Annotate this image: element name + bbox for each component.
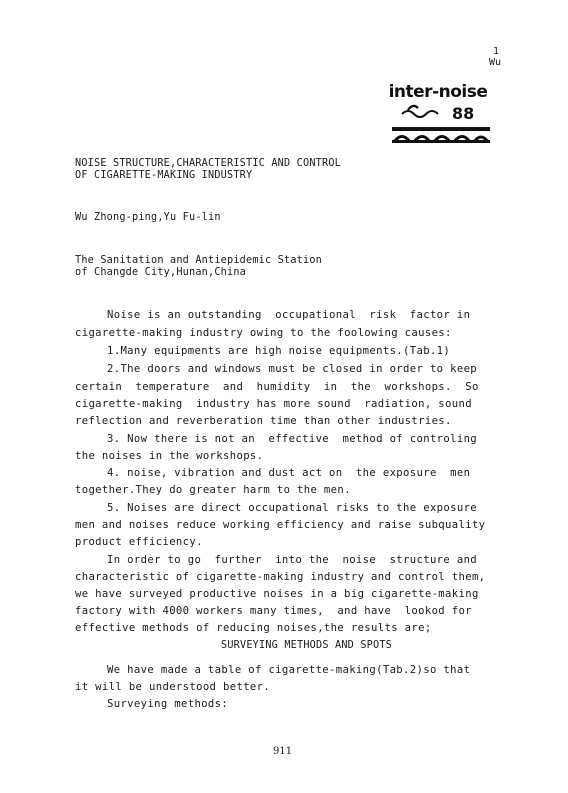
logo-name: inter-noise	[388, 82, 488, 102]
body-line: 2.The doors and windows must be closed in order to keep	[107, 363, 478, 375]
body-line: 4. noise, vibration and dust act on the exposure men	[107, 467, 471, 479]
logo-year: 88	[452, 104, 475, 123]
body-line: it will be understood better.	[75, 681, 271, 693]
body-line: cigarette-making industry owing to the foolowing causes:	[75, 327, 452, 339]
body-line: effective methods of reducing noises,the results are;	[75, 622, 432, 634]
body-line: the noises in the workshops.	[75, 450, 264, 462]
body-line: In order to go further into the noise structure and	[107, 554, 478, 566]
body-line: characteristic of cigarette-making industry and control them,	[75, 571, 486, 583]
paper-title-line-2: OF CIGARETTE-MAKING INDUSTRY	[75, 170, 253, 181]
body-line: 3. Now there is not an effective method of controling	[107, 433, 478, 445]
body-line: Surveying methods:	[107, 698, 229, 710]
affiliation-line-2: of Changde City,Hunan,China	[75, 267, 247, 278]
body-line: We have made a table of cigarette-making(Tab.2)so that	[107, 664, 471, 676]
affiliation-line-1: The Sanitation and Antiepidemic Station	[75, 255, 323, 266]
body-line: 5. Noises are direct occupational risks to the exposure	[107, 502, 478, 514]
header-author-tag: Wu	[489, 57, 502, 68]
body-line: certain temperature and humidity in the workshops. So	[75, 381, 479, 393]
body-line: factory with 4000 workers many times, and have lookod for	[75, 605, 472, 617]
body-line: cigarette-making industry has more sound radiation, sound	[75, 398, 472, 410]
body-line: together.They do greater harm to the men.	[75, 484, 351, 496]
header-page-number: 1	[493, 46, 500, 57]
body-line: men and noises reduce working efficiency and raise subquality	[75, 519, 486, 531]
paper-authors: Wu Zhong-ping,Yu Fu-lin	[75, 212, 221, 223]
body-line: 1.Many equipments are high noise equipments.(Tab.1)	[107, 345, 451, 357]
body-line: reflection and reverberation time than other industries.	[75, 415, 452, 427]
footer-page-number: 911	[273, 746, 293, 757]
body-line: Noise is an outstanding occupational risk factor in	[107, 309, 471, 321]
inter-noise-logo	[384, 82, 490, 150]
bridge-icon	[384, 82, 490, 150]
paper-title-line-1: NOISE STRUCTURE,CHARACTERISTIC AND CONTROL	[75, 158, 342, 169]
body-line: we have surveyed productive noises in a big cigarette-making	[75, 588, 479, 600]
section-heading: SURVEYING METHODS AND SPOTS	[221, 640, 393, 651]
body-line: product efficiency.	[75, 536, 203, 548]
